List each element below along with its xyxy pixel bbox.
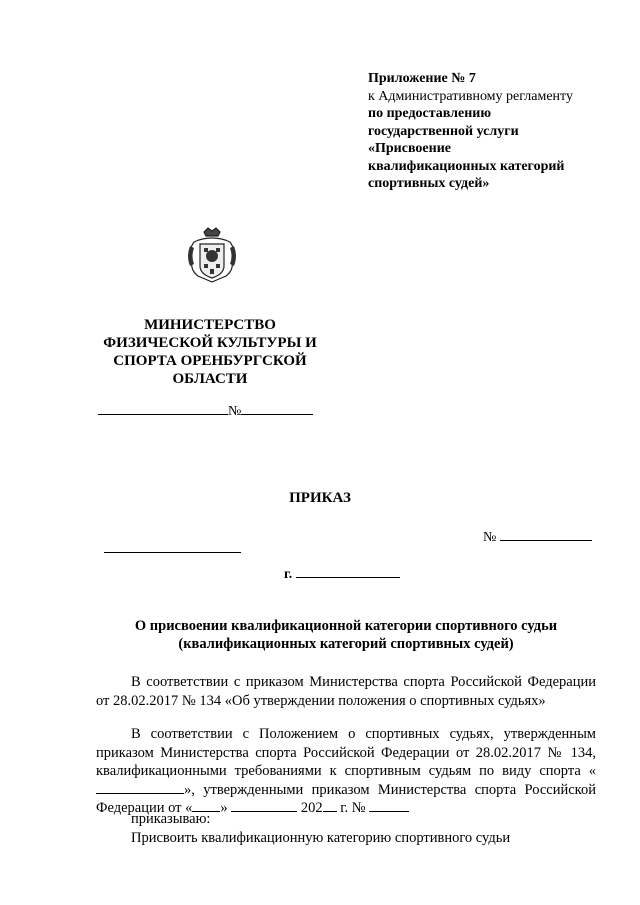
paragraph-3: приказываю:: [131, 811, 211, 827]
ministry-date-blank: [98, 413, 228, 415]
paragraph-2: [96, 725, 596, 818]
appendix-line-6: квалификационных категорий: [368, 158, 565, 174]
order-number-blank: [500, 539, 592, 541]
subject-line-1: О присвоении квалификационной категории спортивного судьи: [134, 618, 558, 634]
paragraph-2-part-5: г. №: [340, 800, 366, 816]
coat-of-arms-emblem: [186, 226, 238, 284]
subject-line-2: (квалификационных категорий спортивных судей): [178, 636, 514, 652]
city-blank: [296, 576, 400, 578]
order-title: ПРИКАЗ: [289, 490, 351, 506]
paragraph-2-part-3: »: [220, 800, 228, 816]
paragraph-2-part-1: В соответствии с Положением о спортивных судьях, утвержденным приказом Министерства спорта Российской Федерации от 28.02.2017 № 134, квалификационными требованиями к спортивным судьям по виду спорта «: [96, 726, 596, 779]
ministry-line-4: ОБЛАСТИ: [172, 371, 248, 387]
appendix-line-1: Приложение № 7: [368, 71, 476, 86]
ministry-line-1: МИНИСТЕРСТВО: [144, 317, 276, 333]
order-number-label: №: [483, 530, 497, 545]
ministry-line-2: ФИЗИЧЕСКОЙ КУЛЬТУРЫ И: [103, 335, 317, 351]
ministry-date-number-line: [98, 404, 313, 420]
ministry-number-blank: [241, 413, 313, 415]
ministry-line-3: СПОРТА ОРЕНБУРГСКОЙ: [113, 353, 307, 369]
appendix-line-2: к Административному регламенту: [368, 88, 573, 104]
order-date-blank: [104, 540, 241, 558]
order-subject: [96, 617, 596, 653]
paragraph-2-part-2: », утвержденными приказом Министерства спорта Российской Федерации от «: [96, 781, 596, 816]
order-date-underline: [104, 551, 241, 553]
ministry-name: [80, 316, 340, 388]
ministry-number-label: №: [228, 404, 242, 419]
appendix-header: [368, 70, 573, 193]
appendix-line-5: «Присвоение: [368, 141, 451, 156]
city-label: г.: [284, 567, 293, 582]
paragraph-2-part-4: 202: [300, 800, 323, 816]
city-line: [284, 567, 400, 583]
appendix-line-7: спортивных судей»: [368, 176, 490, 191]
order-number-line: [483, 530, 592, 546]
paragraph-1: В соответствии с приказом Министерства спорта Российской Федерации от 28.02.2017 № 134 «Об утверждении положения о спортивных судьях»: [96, 674, 596, 709]
paragraph-4: Присвоить квалификационную категорию спортивного судьи: [131, 830, 511, 846]
appendix-line-4: государственной услуги: [368, 123, 519, 139]
appendix-line-3: по предоставлению: [368, 106, 492, 121]
sport-type-blank: [96, 781, 184, 794]
